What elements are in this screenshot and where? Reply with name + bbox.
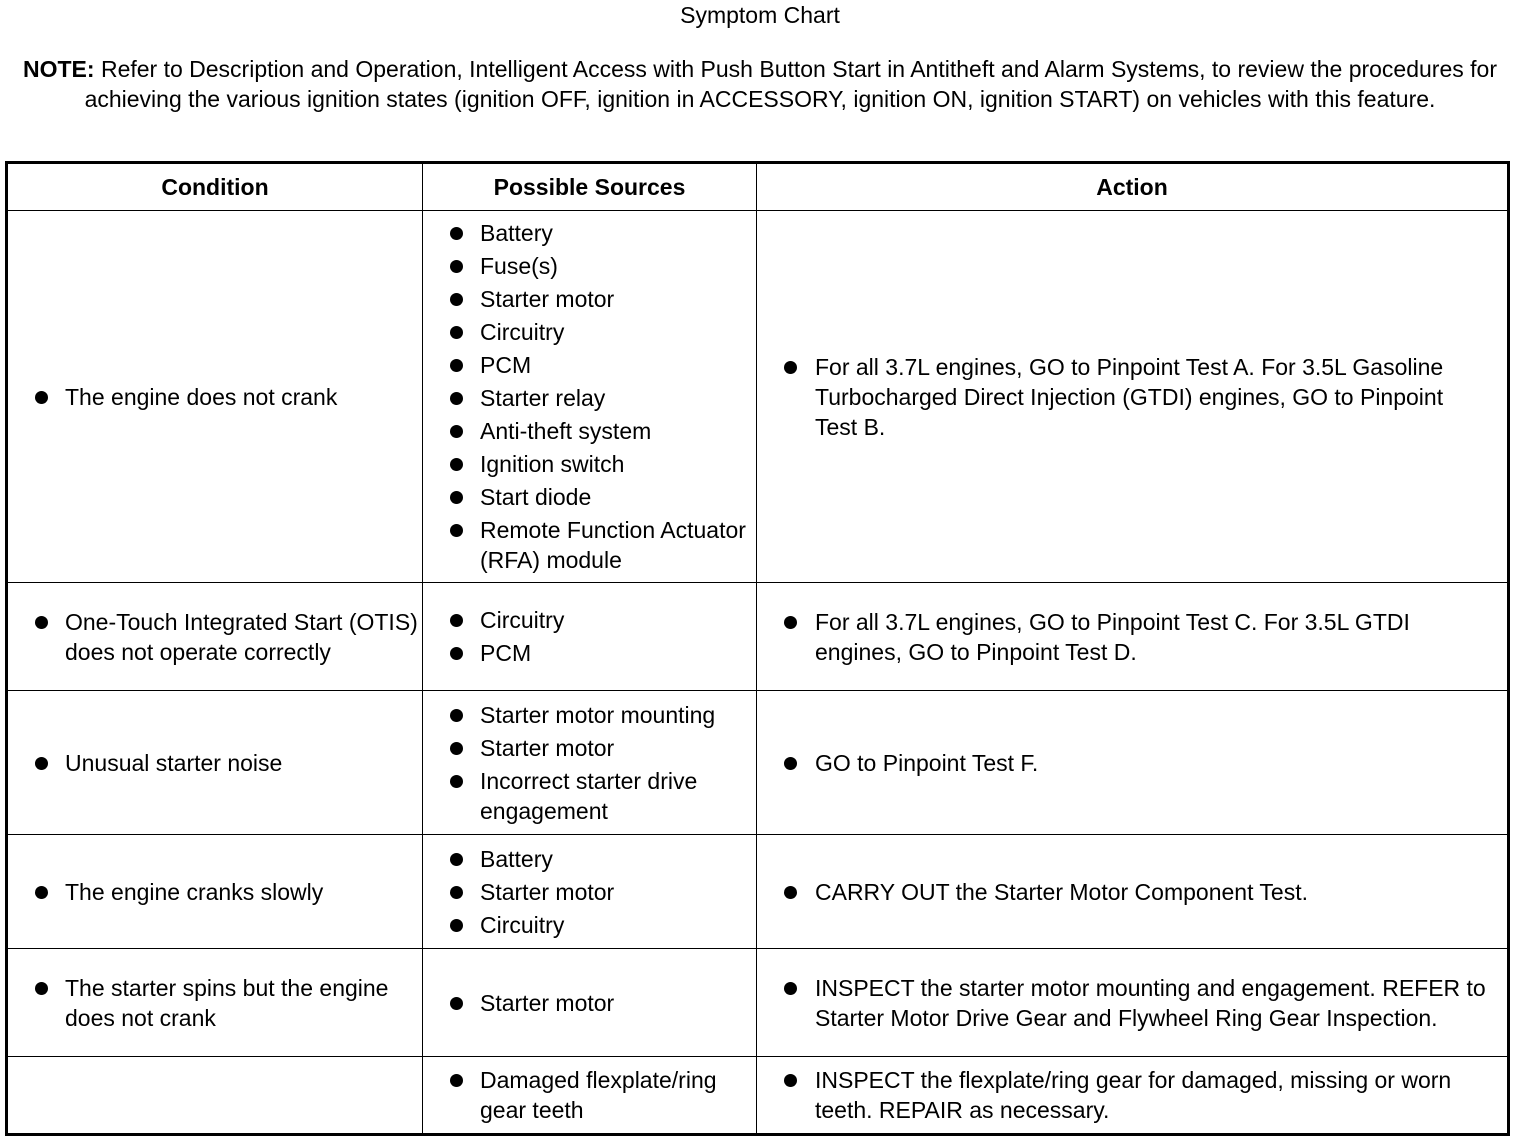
- source-item: Incorrect starter drive engagement: [423, 766, 756, 826]
- table-row: [7, 949, 1509, 1057]
- source-item: Circuitry: [423, 317, 756, 347]
- source-item: Battery: [423, 844, 756, 874]
- condition-cell: [7, 583, 423, 691]
- table-header-row: [7, 163, 1509, 211]
- action-text: For all 3.7L engines, GO to Pinpoint Test C. For 3.5L GTDI engines, GO to Pinpoint Test D.: [757, 607, 1507, 667]
- header-condition: Condition: [7, 163, 423, 211]
- action-text: CARRY OUT the Starter Motor Component Test.: [757, 877, 1507, 907]
- source-item: Starter motor: [423, 988, 756, 1018]
- action-cell: [757, 691, 1509, 835]
- source-item: Remote Function Actuator (RFA) module: [423, 515, 756, 575]
- symptom-chart-table: [5, 161, 1510, 1136]
- header-action: Action: [757, 163, 1509, 211]
- source-item: Starter motor: [423, 733, 756, 763]
- possible-sources-cell: [423, 583, 757, 691]
- action-text: For all 3.7L engines, GO to Pinpoint Test A. For 3.5L Gasoline Turbocharged Direct Injection (GTDI) engines, GO to Pinpoint Test B.: [757, 352, 1507, 442]
- table-row: [7, 1057, 1509, 1135]
- condition-cell: [7, 211, 423, 583]
- condition-text: The starter spins but the engine does not crank: [8, 973, 422, 1033]
- condition-cell: [7, 835, 423, 949]
- action-text: INSPECT the flexplate/ring gear for damaged, missing or worn teeth. REPAIR as necessary.: [757, 1065, 1507, 1125]
- action-cell: [757, 583, 1509, 691]
- source-item: PCM: [423, 350, 756, 380]
- table-row: [7, 583, 1509, 691]
- possible-sources-cell: [423, 1057, 757, 1135]
- source-item: Battery: [423, 218, 756, 248]
- source-item: Damaged flexplate/ring gear teeth: [423, 1065, 756, 1125]
- source-item: Anti-theft system: [423, 416, 756, 446]
- condition-text: One-Touch Integrated Start (OTIS) does not operate correctly: [8, 607, 422, 667]
- possible-sources-cell: [423, 691, 757, 835]
- condition-cell: [7, 949, 423, 1057]
- source-item: Fuse(s): [423, 251, 756, 281]
- condition-text: The engine does not crank: [8, 382, 422, 412]
- header-possible-sources: Possible Sources: [423, 163, 757, 211]
- condition-cell: [7, 1057, 423, 1135]
- note-paragraph: [22, 54, 1498, 114]
- action-cell: [757, 1057, 1509, 1135]
- source-item: Start diode: [423, 482, 756, 512]
- source-item: PCM: [423, 638, 756, 668]
- source-item: Starter motor: [423, 877, 756, 907]
- action-cell: [757, 835, 1509, 949]
- source-item: Circuitry: [423, 910, 756, 940]
- page-title: Symptom Chart: [680, 2, 840, 28]
- possible-sources-cell: [423, 211, 757, 583]
- condition-text: Unusual starter noise: [8, 748, 422, 778]
- source-item: Starter motor: [423, 284, 756, 314]
- table-row: [7, 691, 1509, 835]
- possible-sources-cell: [423, 949, 757, 1057]
- condition-cell: [7, 691, 423, 835]
- action-cell: [757, 211, 1509, 583]
- action-cell: [757, 949, 1509, 1057]
- table-row: [7, 835, 1509, 949]
- table-row: [7, 211, 1509, 583]
- source-item: Circuitry: [423, 605, 756, 635]
- note-label: NOTE:: [23, 56, 95, 82]
- condition-text: The engine cranks slowly: [8, 877, 422, 907]
- action-text: INSPECT the starter motor mounting and engagement. REFER to Starter Motor Drive Gear and Flywheel Ring Gear Inspection.: [757, 973, 1507, 1033]
- source-item: Starter relay: [423, 383, 756, 413]
- possible-sources-cell: [423, 835, 757, 949]
- source-item: Starter motor mounting: [423, 700, 756, 730]
- action-text: GO to Pinpoint Test F.: [757, 748, 1507, 778]
- note-text: Refer to Description and Operation, Intelligent Access with Push Button Start in Antitheft and Alarm Systems, to review the procedures for achieving the various ignition states (ignition OFF, ignition in ACCESSORY, ignition ON, ignition START) on vehicles with this feature.: [84, 56, 1497, 112]
- source-item: Ignition switch: [423, 449, 756, 479]
